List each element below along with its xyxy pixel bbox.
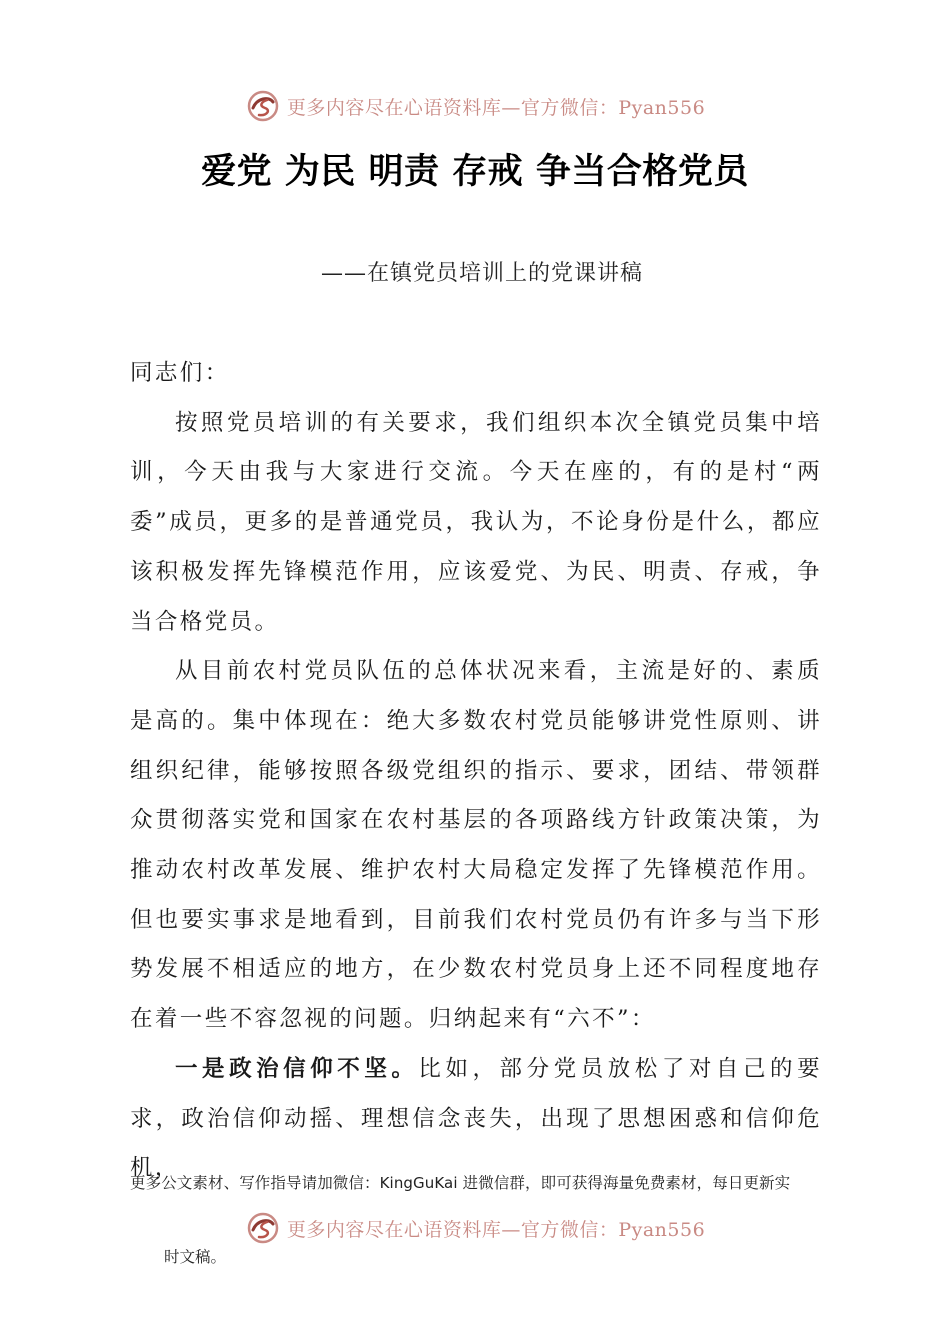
footer-suffix: 进微信群，即可获得海量免费素材，每日更新实 — [457, 1174, 791, 1192]
salutation: 同志们： — [130, 360, 230, 386]
footer-note-continuation: 时文稿。 — [164, 1248, 227, 1266]
footer-note — [130, 1171, 830, 1193]
point-one-lead: 一是政治信仰不坚。 — [175, 1055, 419, 1082]
brush-s-logo-icon — [245, 88, 281, 124]
document-subtitle: ——在镇党员培训上的党课讲稿 — [321, 261, 644, 286]
watermark-header — [0, 86, 950, 126]
brush-s-logo-icon — [245, 1210, 281, 1246]
watermark-text: 更多内容尽在心语资料库—官方微信：Pyan556 — [286, 1218, 706, 1241]
point-one-text: 比如，部分党员放松了对自己的要求，政治信仰动摇、理想信念丧失，出现了思想困惑和信仰危机， — [130, 1055, 822, 1182]
document-body — [130, 349, 822, 1194]
footer-prefix: 更多公文素材、写作指导请加微信： — [130, 1174, 380, 1192]
watermark-text: 更多内容尽在心语资料库—官方微信：Pyan556 — [286, 96, 706, 119]
document-title: 爱党 为民 明责 存戒 争当合格党员 — [201, 151, 749, 192]
footer-wechat-id: KingGuKai — [379, 1174, 458, 1192]
paragraph-1: 按照党员培训的有关要求，我们组织本次全镇党员集中培训，今天由我与大家进行交流。今天在座的，有的是村“两委”成员，更多的是普通党员，我认为，不论身份是什么，都应该积极发挥先锋模范作用，应该爱党、为民、明责、存戒，争当合格党员。 — [130, 409, 822, 635]
watermark-footer — [0, 1208, 950, 1248]
paragraph-2: 从目前农村党员队伍的总体状况来看，主流是好的、素质是高的。集中体现在：绝大多数农村党员能够讲党性原则、讲组织纪律，能够按照各级党组织的指示、要求，团结、带领群众贯彻落实党和国家在农村基层的各项路线方针政策决策，为推动农村改革发展、维护农村大局稳定发挥了先锋模范作用。但也要实事求是地看到，目前我们农村党员仍有许多与当下形势发展不相适应的地方，在少数农村党员身上还不同程度地存在着一些不容忽视的问题。归纳起来有“六不”： — [130, 658, 822, 1033]
